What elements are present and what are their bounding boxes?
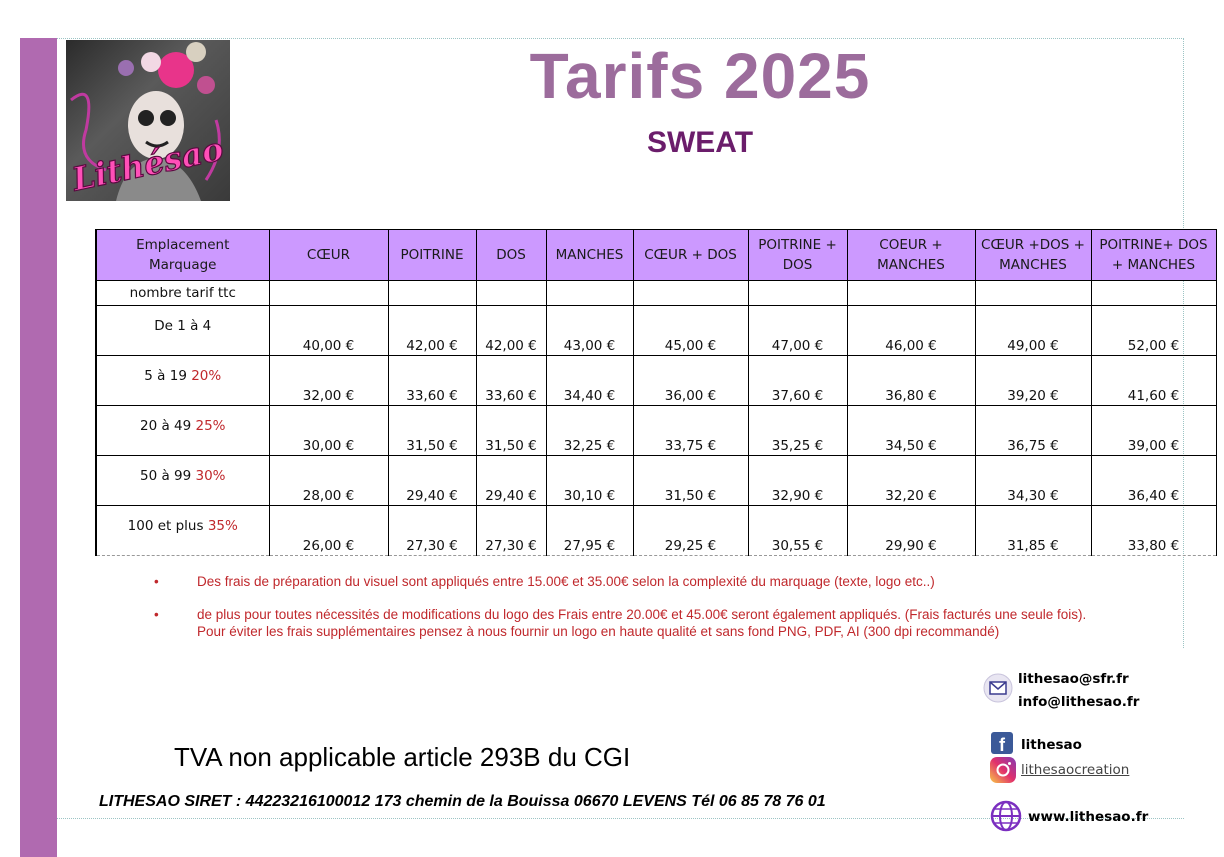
price-cell: 42,00 € xyxy=(476,306,546,356)
empty-cell xyxy=(847,281,975,306)
price-cell: 26,00 € xyxy=(269,506,388,556)
header-cell: COEUR + MANCHES xyxy=(847,230,975,281)
header-cell: MANCHES xyxy=(546,230,633,281)
price-cell: 32,20 € xyxy=(847,456,975,506)
price-cell: 34,50 € xyxy=(847,406,975,456)
price-cell: 42,00 € xyxy=(388,306,476,356)
empty-cell xyxy=(748,281,847,306)
price-cell: 35,25 € xyxy=(748,406,847,456)
price-cell: 33,60 € xyxy=(476,356,546,406)
price-cell: 29,40 € xyxy=(388,456,476,506)
website-link[interactable]: www.lithesao.fr xyxy=(1028,809,1149,825)
table-row xyxy=(96,356,1216,406)
quantity-label: 20 à 49 xyxy=(139,418,196,434)
table-row xyxy=(96,506,1216,556)
price-cell: 46,00 € xyxy=(847,306,975,356)
price-cell: 36,80 € xyxy=(847,356,975,406)
header-cell: CŒUR + DOS xyxy=(633,230,748,281)
bullet-icon: • xyxy=(154,607,159,622)
facebook-link[interactable]: lithesao xyxy=(1021,737,1082,753)
price-cell: 31,50 € xyxy=(476,406,546,456)
email-block xyxy=(1018,668,1139,714)
header-cell: Emplacement Marquage xyxy=(96,230,269,281)
empty-cell xyxy=(476,281,546,306)
price-cell: 34,40 € xyxy=(546,356,633,406)
quantity-cell xyxy=(96,356,269,406)
price-cell: 29,90 € xyxy=(847,506,975,556)
svg-text:f: f xyxy=(999,735,1005,754)
header-cell: POITRINE+ DOS + MANCHES xyxy=(1091,230,1216,281)
price-cell: 32,25 € xyxy=(546,406,633,456)
header-cell: POITRINE + DOS xyxy=(748,230,847,281)
price-cell: 30,55 € xyxy=(748,506,847,556)
quantity-label: 5 à 19 xyxy=(144,368,192,384)
email-link[interactable]: info@lithesao.fr xyxy=(1018,694,1140,710)
email-link[interactable]: lithesao@sfr.fr xyxy=(1018,671,1129,687)
price-cell: 31,50 € xyxy=(388,406,476,456)
quantity-label: 50 à 99 xyxy=(139,468,196,484)
table-row xyxy=(96,306,1216,356)
globe-icon xyxy=(990,800,1022,837)
price-cell: 32,90 € xyxy=(748,456,847,506)
header-cell: POITRINE xyxy=(388,230,476,281)
discount-percent: 30% xyxy=(195,468,226,484)
discount-percent: 25% xyxy=(195,418,226,434)
price-cell: 36,75 € xyxy=(975,406,1091,456)
price-cell: 27,30 € xyxy=(476,506,546,556)
note-item xyxy=(150,606,1110,640)
empty-cell xyxy=(546,281,633,306)
empty-cell xyxy=(633,281,748,306)
accent-side-bar xyxy=(20,38,57,857)
note-text: Des frais de préparation du visuel sont appliqués entre 15.00€ et 35.00€ selon la complexité du marquage (texte, logo etc..) xyxy=(197,574,935,589)
price-cell: 27,30 € xyxy=(388,506,476,556)
price-cell: 28,00 € xyxy=(269,456,388,506)
page-subtitle: SWEAT xyxy=(646,126,754,159)
page-guide-top xyxy=(57,38,1184,39)
quantity-cell xyxy=(96,456,269,506)
empty-cell xyxy=(388,281,476,306)
header-cell: CŒUR xyxy=(269,230,388,281)
price-cell: 29,25 € xyxy=(633,506,748,556)
price-cell: 30,10 € xyxy=(546,456,633,506)
price-cell: 49,00 € xyxy=(975,306,1091,356)
price-cell: 36,40 € xyxy=(1091,456,1216,506)
notes-list xyxy=(150,573,1110,656)
note-text: de plus pour toutes nécessités de modifications du logo des Frais entre 20.00€ et 45.00€ seront également appliqués. (Frais facturés une seule fois). Pour éviter les frais supplémentaires pensez à nous fournir un logo en haute qualité et sans fond PNG, PDF, AI (300 dpi recommandé) xyxy=(197,607,1087,639)
price-cell: 31,50 € xyxy=(633,456,748,506)
table-subheader-row xyxy=(96,281,1216,306)
price-cell: 27,95 € xyxy=(546,506,633,556)
price-cell: 39,20 € xyxy=(975,356,1091,406)
price-cell: 33,60 € xyxy=(388,356,476,406)
price-cell: 39,00 € xyxy=(1091,406,1216,456)
quantity-cell xyxy=(96,306,269,356)
instagram-icon xyxy=(990,757,1016,788)
quantity-label: De 1 à 4 xyxy=(154,318,212,334)
facebook-icon xyxy=(991,732,1013,759)
discount-percent: 35% xyxy=(207,518,238,534)
price-cell: 40,00 € xyxy=(269,306,388,356)
tva-notice: TVA non applicable article 293B du CGI xyxy=(174,742,631,772)
price-cell: 41,60 € xyxy=(1091,356,1216,406)
price-cell: 32,00 € xyxy=(269,356,388,406)
quantity-cell xyxy=(96,506,269,556)
table-header-row xyxy=(96,230,1216,281)
price-cell: 30,00 € xyxy=(269,406,388,456)
company-footer: LITHESAO SIRET : 44223216100012 173 chemin de la Bouissa 06670 LEVENS Tél 06 85 78 76 01 xyxy=(99,793,826,810)
note-item xyxy=(150,573,1110,590)
price-cell: 37,60 € xyxy=(748,356,847,406)
empty-cell xyxy=(1091,281,1216,306)
price-cell: 45,00 € xyxy=(633,306,748,356)
price-cell: 29,40 € xyxy=(476,456,546,506)
mail-icon xyxy=(983,673,1013,708)
price-cell: 52,00 € xyxy=(1091,306,1216,356)
subheader-cell: nombre tarif ttc xyxy=(96,281,269,306)
price-cell: 43,00 € xyxy=(546,306,633,356)
price-cell: 33,75 € xyxy=(633,406,748,456)
empty-cell xyxy=(975,281,1091,306)
quantity-cell xyxy=(96,406,269,456)
price-cell: 47,00 € xyxy=(748,306,847,356)
quantity-label: 100 et plus xyxy=(127,518,208,534)
brand-logo xyxy=(66,40,230,201)
table-row xyxy=(96,406,1216,456)
empty-cell xyxy=(269,281,388,306)
header-cell: CŒUR +DOS + MANCHES xyxy=(975,230,1091,281)
instagram-link[interactable]: lithesaocreation xyxy=(1021,762,1130,778)
price-table xyxy=(95,229,1217,556)
logo-text: Lithésao xyxy=(68,129,227,199)
price-cell: 34,30 € xyxy=(975,456,1091,506)
header-cell: DOS xyxy=(476,230,546,281)
bullet-icon: • xyxy=(154,574,159,589)
price-cell: 33,80 € xyxy=(1091,506,1216,556)
page-title: Tarifs 2025 xyxy=(529,40,871,112)
price-cell: 36,00 € xyxy=(633,356,748,406)
price-cell: 31,85 € xyxy=(975,506,1091,556)
table-row xyxy=(96,456,1216,506)
discount-percent: 20% xyxy=(191,368,222,384)
